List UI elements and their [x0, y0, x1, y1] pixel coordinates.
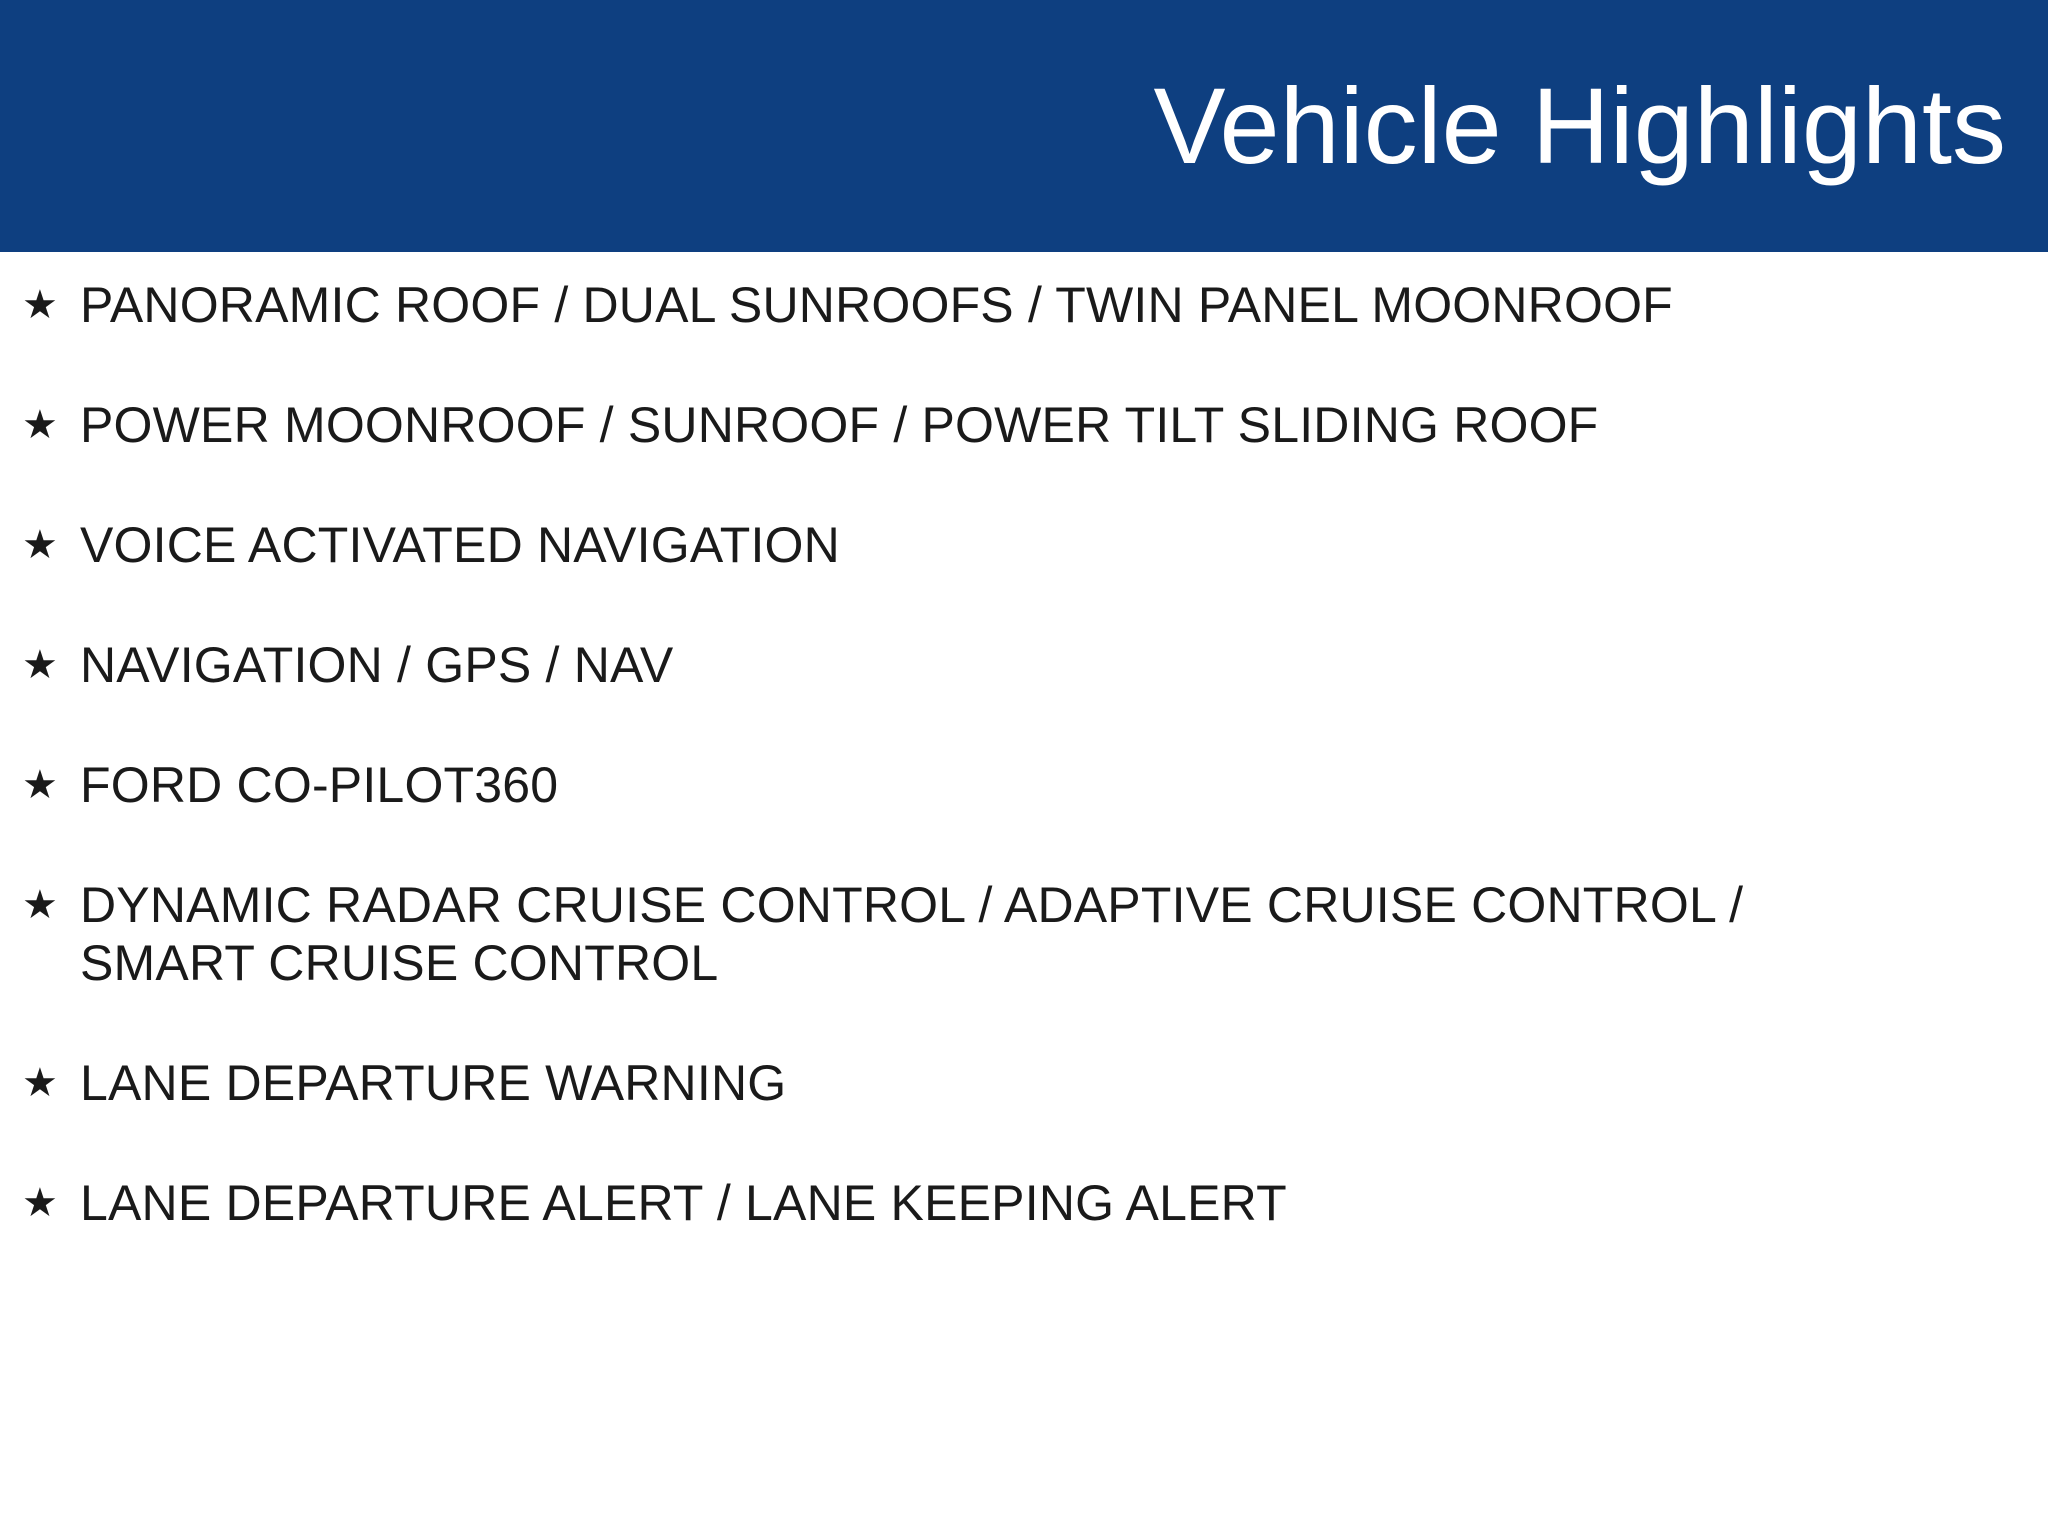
list-item: [0, 516, 2048, 574]
feature-label: LANE DEPARTURE WARNING: [80, 1055, 787, 1111]
star-icon: ★: [22, 283, 58, 327]
feature-label: VOICE ACTIVATED NAVIGATION: [80, 517, 840, 573]
star-icon: ★: [22, 883, 58, 927]
list-item: [0, 636, 2048, 694]
list-item: [0, 876, 2048, 992]
list-item: [0, 1174, 2048, 1232]
list-item: [0, 396, 2048, 454]
feature-label: NAVIGATION / GPS / NAV: [80, 637, 674, 693]
star-icon: ★: [22, 763, 58, 807]
feature-label: PANORAMIC ROOF / DUAL SUNROOFS / TWIN PANEL MOONROOF: [80, 277, 1673, 333]
star-icon: ★: [22, 403, 58, 447]
feature-label: POWER MOONROOF / SUNROOF / POWER TILT SLIDING ROOF: [80, 397, 1599, 453]
star-icon: ★: [22, 643, 58, 687]
star-icon: ★: [22, 1181, 58, 1225]
feature-label: DYNAMIC RADAR CRUISE CONTROL / ADAPTIVE CRUISE CONTROL / SMART CRUISE CONTROL: [80, 877, 1744, 991]
feature-label: LANE DEPARTURE ALERT / LANE KEEPING ALERT: [80, 1175, 1287, 1231]
page-title: Vehicle Highlights: [1153, 65, 2006, 186]
feature-label: FORD CO-PILOT360: [80, 757, 559, 813]
star-icon: ★: [22, 1061, 58, 1105]
list-item: [0, 276, 2048, 334]
vehicle-highlights-list: [0, 276, 2048, 1294]
star-icon: ★: [22, 523, 58, 567]
list-item: [0, 756, 2048, 814]
list-item: [0, 1054, 2048, 1112]
page-header: [0, 0, 2048, 252]
